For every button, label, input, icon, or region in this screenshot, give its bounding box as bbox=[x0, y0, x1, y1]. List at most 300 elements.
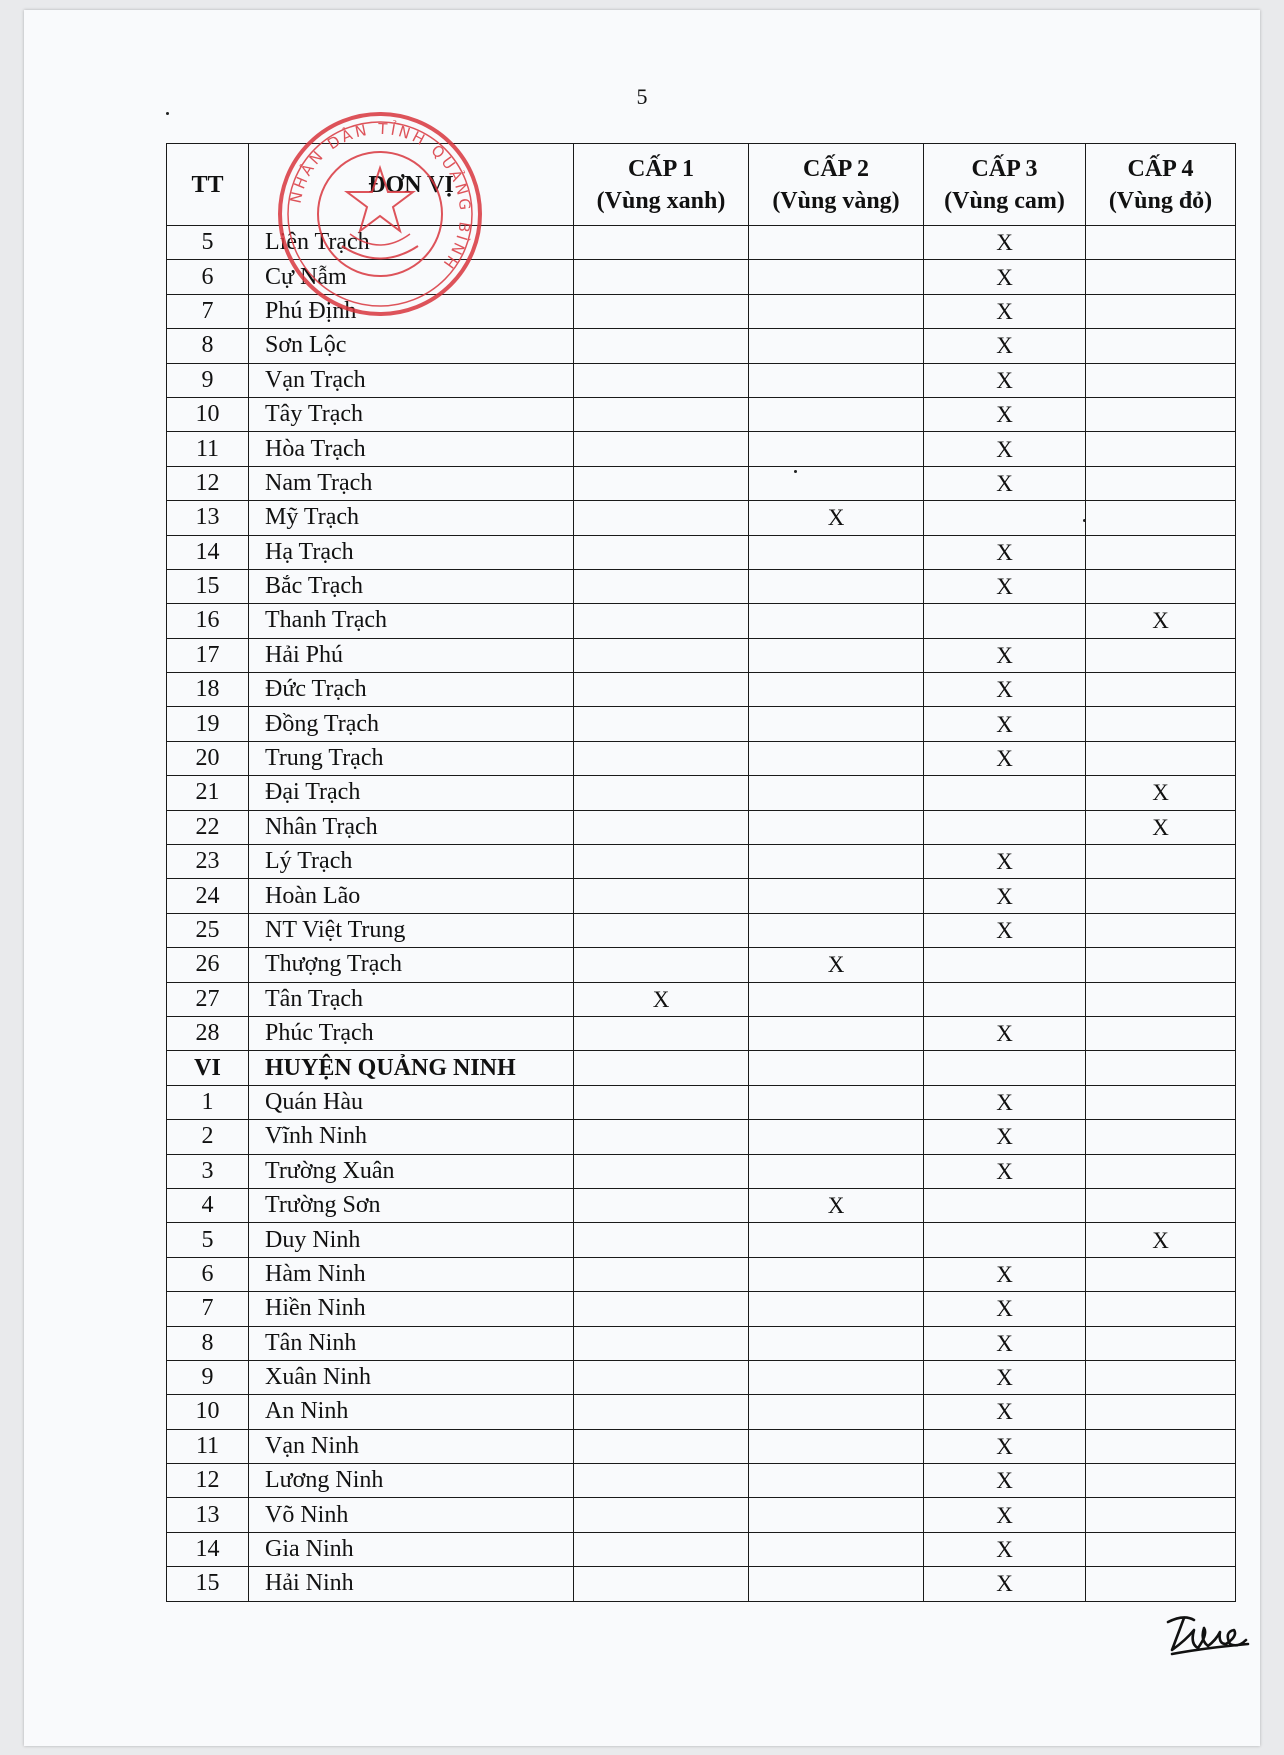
level-4-cell bbox=[1086, 948, 1236, 982]
level-2-cell bbox=[749, 1016, 924, 1050]
document-page bbox=[24, 10, 1260, 1746]
row-number: 12 bbox=[167, 1464, 249, 1498]
level-2-cell bbox=[749, 707, 924, 741]
unit-name: Vạn Ninh bbox=[249, 1429, 574, 1463]
level-2-cell bbox=[749, 294, 924, 328]
level-2-cell bbox=[749, 1188, 924, 1222]
level-1-cell bbox=[574, 1016, 749, 1050]
level-1-cell bbox=[574, 1120, 749, 1154]
row-number: 23 bbox=[167, 845, 249, 879]
level-mark: X bbox=[996, 642, 1013, 668]
table-row bbox=[167, 741, 1236, 775]
level-1-cell bbox=[574, 1292, 749, 1326]
unit-name: Đồng Trạch bbox=[249, 707, 574, 741]
table-row bbox=[167, 1395, 1236, 1429]
level-4-cell bbox=[1086, 1532, 1236, 1566]
table-row bbox=[167, 1567, 1236, 1601]
scan-speck bbox=[1083, 519, 1086, 522]
level-4-cell bbox=[1086, 1016, 1236, 1050]
level-mark: X bbox=[996, 1124, 1013, 1150]
level-1-cell bbox=[574, 1532, 749, 1566]
level-3-cell bbox=[924, 982, 1086, 1016]
level-1-cell bbox=[574, 1188, 749, 1222]
level-2-cell bbox=[749, 1464, 924, 1498]
unit-name: Duy Ninh bbox=[249, 1223, 574, 1257]
level-2-cell bbox=[749, 329, 924, 363]
level-2-cell bbox=[749, 1120, 924, 1154]
level-1-cell bbox=[574, 226, 749, 260]
unit-name: Lý Trạch bbox=[249, 845, 574, 879]
level-3-cell bbox=[924, 1051, 1086, 1085]
page-number: 5 bbox=[636, 84, 648, 109]
level-3-cell bbox=[924, 673, 1086, 707]
level-3-cell bbox=[924, 707, 1086, 741]
row-number: 5 bbox=[167, 1223, 249, 1257]
level-1-cell bbox=[574, 604, 749, 638]
table-row bbox=[167, 569, 1236, 603]
level-mark: X bbox=[996, 298, 1013, 324]
level-mark: X bbox=[996, 711, 1013, 737]
level-3-cell bbox=[924, 569, 1086, 603]
level-2-cell bbox=[749, 741, 924, 775]
level-2-cell bbox=[749, 810, 924, 844]
level-2-cell bbox=[749, 1223, 924, 1257]
row-number: 25 bbox=[167, 913, 249, 947]
level-3-cell bbox=[924, 879, 1086, 913]
table-row bbox=[167, 879, 1236, 913]
level-mark: X bbox=[827, 952, 845, 978]
level-1-cell bbox=[574, 707, 749, 741]
unit-name: Tân Trạch bbox=[249, 982, 574, 1016]
level-4-cell bbox=[1086, 1120, 1236, 1154]
level-3-cell bbox=[924, 948, 1086, 982]
table-row bbox=[167, 329, 1236, 363]
level-4-cell bbox=[1086, 982, 1236, 1016]
row-number: 9 bbox=[167, 363, 249, 397]
level-2-cell bbox=[749, 260, 924, 294]
level-3-cell bbox=[924, 1395, 1086, 1429]
level-mark: X bbox=[1152, 814, 1169, 840]
level-4-cell bbox=[1086, 1498, 1236, 1532]
level-4-cell bbox=[1086, 673, 1236, 707]
level-mark: X bbox=[996, 883, 1013, 909]
table-row bbox=[167, 535, 1236, 569]
unit-name: An Ninh bbox=[249, 1395, 574, 1429]
level-3-cell bbox=[924, 845, 1086, 879]
level-4-cell bbox=[1086, 1223, 1236, 1257]
level-1-cell bbox=[574, 845, 749, 879]
level-3-cell bbox=[924, 1498, 1086, 1532]
unit-name: Trung Trạch bbox=[249, 741, 574, 775]
level-1-cell bbox=[574, 363, 749, 397]
level-2-cell bbox=[749, 432, 924, 466]
level-3-cell bbox=[924, 638, 1086, 672]
table-row bbox=[167, 1016, 1236, 1050]
table-body bbox=[167, 226, 1236, 1602]
level-4-cell bbox=[1086, 1429, 1236, 1463]
level-4-cell bbox=[1086, 569, 1236, 603]
level-4-cell bbox=[1086, 1567, 1236, 1601]
table-row bbox=[167, 638, 1236, 672]
level-mark: X bbox=[652, 986, 670, 1012]
level-4-cell bbox=[1086, 604, 1236, 638]
level-mark: X bbox=[996, 918, 1013, 943]
unit-name: Phú Định bbox=[249, 294, 574, 328]
scan-speck bbox=[166, 112, 169, 115]
level-1-cell bbox=[574, 1464, 749, 1498]
unit-name: Xuân Ninh bbox=[249, 1360, 574, 1394]
level-2-cell bbox=[749, 1360, 924, 1394]
level-1-cell bbox=[574, 1154, 749, 1188]
level-3-cell bbox=[924, 432, 1086, 466]
level-mark: X bbox=[996, 1571, 1013, 1597]
level-mark: X bbox=[996, 1158, 1013, 1184]
row-number: 17 bbox=[167, 638, 249, 672]
unit-name: Vạn Trạch bbox=[249, 363, 574, 397]
level-mark: X bbox=[1152, 780, 1169, 806]
scan-speck bbox=[794, 470, 797, 473]
level-1-cell bbox=[574, 432, 749, 466]
row-number: 26 bbox=[167, 948, 249, 982]
level-mark: X bbox=[996, 230, 1013, 256]
level-4-cell bbox=[1086, 329, 1236, 363]
level-2-cell bbox=[749, 1257, 924, 1291]
level-1-cell bbox=[574, 776, 749, 810]
level-4-cell bbox=[1086, 294, 1236, 328]
header-level-2: CẤP 2 (Vùng vàng) bbox=[749, 144, 924, 226]
row-number: 15 bbox=[167, 569, 249, 603]
section-row bbox=[167, 1051, 1236, 1085]
level-mark: X bbox=[996, 264, 1013, 290]
signature bbox=[1164, 1610, 1250, 1658]
level-3-cell bbox=[924, 1016, 1086, 1050]
level-mark: X bbox=[996, 1399, 1013, 1425]
level-mark: X bbox=[996, 677, 1013, 703]
row-number: 24 bbox=[167, 879, 249, 913]
table-row bbox=[167, 913, 1236, 947]
table-row bbox=[167, 397, 1236, 431]
level-table bbox=[166, 143, 1236, 1602]
row-number: 11 bbox=[167, 432, 249, 466]
unit-name: Phúc Trạch bbox=[249, 1016, 574, 1050]
unit-name: Gia Ninh bbox=[249, 1532, 574, 1566]
unit-name: Hạ Trạch bbox=[249, 535, 574, 569]
table-row bbox=[167, 501, 1236, 535]
level-4-cell bbox=[1086, 397, 1236, 431]
level-3-cell bbox=[924, 1464, 1086, 1498]
row-number: 2 bbox=[167, 1120, 249, 1154]
level-mark: X bbox=[996, 1502, 1013, 1528]
level-mark: X bbox=[1152, 608, 1169, 634]
level-mark: X bbox=[996, 849, 1013, 875]
level-3-cell bbox=[924, 1532, 1086, 1566]
unit-name: Tân Ninh bbox=[249, 1326, 574, 1360]
level-1-cell bbox=[574, 501, 749, 535]
level-1-cell bbox=[574, 948, 749, 982]
level-1-cell bbox=[574, 982, 749, 1016]
level-2-cell bbox=[749, 397, 924, 431]
table-row bbox=[167, 845, 1236, 879]
table-row bbox=[167, 466, 1236, 500]
level-1-cell bbox=[574, 1257, 749, 1291]
level-mark: X bbox=[996, 333, 1013, 359]
unit-name: NT Việt Trung bbox=[249, 913, 574, 947]
level-3-cell bbox=[924, 363, 1086, 397]
table-row bbox=[167, 1120, 1236, 1154]
level-1-cell bbox=[574, 294, 749, 328]
row-number: 16 bbox=[167, 604, 249, 638]
header-unit: ĐƠN VỊ bbox=[249, 144, 574, 226]
unit-name: Mỹ Trạch bbox=[249, 501, 574, 535]
level-4-cell bbox=[1086, 845, 1236, 879]
level-1-cell bbox=[574, 741, 749, 775]
level-3-cell bbox=[924, 501, 1086, 535]
table-row bbox=[167, 1257, 1236, 1291]
unit-name: Hiền Ninh bbox=[249, 1292, 574, 1326]
level-1-cell bbox=[574, 260, 749, 294]
level-mark: X bbox=[996, 1537, 1013, 1563]
header-level-4: CẤP 4 (Vùng đỏ) bbox=[1086, 144, 1236, 226]
table-row bbox=[167, 982, 1236, 1016]
seal-text: NHÂN DÂN TỈNH QUẢNG BÌNH bbox=[286, 119, 475, 275]
unit-name: Hải Phú bbox=[249, 638, 574, 672]
level-3-cell bbox=[924, 810, 1086, 844]
level-1-cell bbox=[574, 1223, 749, 1257]
row-number: 10 bbox=[167, 1395, 249, 1429]
level-3-cell bbox=[924, 1188, 1086, 1222]
table-row bbox=[167, 1532, 1236, 1566]
level-1-cell bbox=[574, 535, 749, 569]
table-row bbox=[167, 1326, 1236, 1360]
row-number: 11 bbox=[167, 1429, 249, 1463]
row-number: 12 bbox=[167, 466, 249, 500]
row-number: 13 bbox=[167, 501, 249, 535]
header-tt: TT bbox=[167, 144, 249, 226]
level-4-cell bbox=[1086, 741, 1236, 775]
unit-name: Đức Trạch bbox=[249, 673, 574, 707]
unit-name: Nhân Trạch bbox=[249, 810, 574, 844]
level-3-cell bbox=[924, 913, 1086, 947]
level-1-cell bbox=[574, 1498, 749, 1532]
level-mark: X bbox=[996, 436, 1013, 462]
table-row bbox=[167, 1360, 1236, 1394]
row-number: 28 bbox=[167, 1016, 249, 1050]
unit-name: Trường Sơn bbox=[249, 1188, 574, 1222]
table-row bbox=[167, 226, 1236, 260]
level-1-cell bbox=[574, 466, 749, 500]
unit-name: Sơn Lộc bbox=[249, 329, 574, 363]
level-1-cell bbox=[574, 1051, 749, 1085]
row-number: 7 bbox=[167, 1292, 249, 1326]
level-1-cell bbox=[574, 1085, 749, 1119]
level-mark: X bbox=[996, 1296, 1013, 1322]
level-3-cell bbox=[924, 535, 1086, 569]
level-2-cell bbox=[749, 604, 924, 638]
section-title: HUYỆN QUẢNG NINH bbox=[249, 1051, 574, 1085]
table-row bbox=[167, 810, 1236, 844]
table-row bbox=[167, 1188, 1236, 1222]
level-1-cell bbox=[574, 673, 749, 707]
level-3-cell bbox=[924, 1154, 1086, 1188]
level-3-cell bbox=[924, 1085, 1086, 1119]
level-1-cell bbox=[574, 1326, 749, 1360]
level-1-cell bbox=[574, 1567, 749, 1601]
level-2-cell bbox=[749, 638, 924, 672]
unit-name: Trường Xuân bbox=[249, 1154, 574, 1188]
level-2-cell bbox=[749, 776, 924, 810]
level-4-cell bbox=[1086, 776, 1236, 810]
row-number: VI bbox=[167, 1051, 249, 1085]
level-4-cell bbox=[1086, 707, 1236, 741]
level-mark: X bbox=[996, 402, 1013, 428]
level-2-cell bbox=[749, 1326, 924, 1360]
level-2-cell bbox=[749, 948, 924, 982]
level-2-cell bbox=[749, 1395, 924, 1429]
level-3-cell bbox=[924, 1326, 1086, 1360]
level-1-cell bbox=[574, 1429, 749, 1463]
level-4-cell bbox=[1086, 1464, 1236, 1498]
unit-name: Hòa Trạch bbox=[249, 432, 574, 466]
level-2-cell bbox=[749, 226, 924, 260]
level-2-cell bbox=[749, 845, 924, 879]
table-row bbox=[167, 673, 1236, 707]
row-number: 4 bbox=[167, 1188, 249, 1222]
level-1-cell bbox=[574, 913, 749, 947]
level-3-cell bbox=[924, 294, 1086, 328]
table-row bbox=[167, 604, 1236, 638]
row-number: 10 bbox=[167, 397, 249, 431]
row-number: 14 bbox=[167, 535, 249, 569]
level-mark: X bbox=[996, 1330, 1013, 1356]
level-mark: X bbox=[996, 1468, 1013, 1494]
level-3-cell bbox=[924, 1567, 1086, 1601]
level-mark: X bbox=[996, 470, 1013, 496]
level-4-cell bbox=[1086, 260, 1236, 294]
row-number: 19 bbox=[167, 707, 249, 741]
table-row bbox=[167, 1429, 1236, 1463]
level-3-cell bbox=[924, 466, 1086, 500]
level-4-cell bbox=[1086, 1051, 1236, 1085]
level-mark: X bbox=[996, 1365, 1013, 1391]
level-2-cell bbox=[749, 1051, 924, 1085]
level-4-cell bbox=[1086, 535, 1236, 569]
row-number: 5 bbox=[167, 226, 249, 260]
level-mark: X bbox=[996, 1021, 1013, 1047]
level-3-cell bbox=[924, 260, 1086, 294]
level-mark: X bbox=[1152, 1227, 1169, 1253]
level-mark: X bbox=[996, 574, 1013, 600]
level-4-cell bbox=[1086, 1360, 1236, 1394]
table-row bbox=[167, 948, 1236, 982]
level-mark: X bbox=[996, 539, 1013, 565]
unit-name: Thượng Trạch bbox=[249, 948, 574, 982]
row-number: 6 bbox=[167, 1257, 249, 1291]
level-4-cell bbox=[1086, 1085, 1236, 1119]
level-3-cell bbox=[924, 1257, 1086, 1291]
level-3-cell bbox=[924, 226, 1086, 260]
row-number: 20 bbox=[167, 741, 249, 775]
level-4-cell bbox=[1086, 1326, 1236, 1360]
level-4-cell bbox=[1086, 1395, 1236, 1429]
level-mark: X bbox=[827, 1193, 845, 1219]
row-number: 8 bbox=[167, 1326, 249, 1360]
level-4-cell bbox=[1086, 226, 1236, 260]
unit-name: Quán Hàu bbox=[249, 1085, 574, 1119]
row-number: 1 bbox=[167, 1085, 249, 1119]
level-2-cell bbox=[749, 913, 924, 947]
table-row bbox=[167, 707, 1236, 741]
level-4-cell bbox=[1086, 363, 1236, 397]
level-4-cell bbox=[1086, 810, 1236, 844]
level-2-cell bbox=[749, 982, 924, 1016]
row-number: 6 bbox=[167, 260, 249, 294]
table-row bbox=[167, 1498, 1236, 1532]
level-mark: X bbox=[996, 1261, 1013, 1287]
level-1-cell bbox=[574, 1395, 749, 1429]
unit-name: Hàm Ninh bbox=[249, 1257, 574, 1291]
level-3-cell bbox=[924, 604, 1086, 638]
level-2-cell bbox=[749, 879, 924, 913]
level-mark: X bbox=[996, 1433, 1013, 1459]
level-2-cell bbox=[749, 363, 924, 397]
row-number: 15 bbox=[167, 1567, 249, 1601]
row-number: 14 bbox=[167, 1532, 249, 1566]
table-row bbox=[167, 1223, 1236, 1257]
row-number: 27 bbox=[167, 982, 249, 1016]
unit-name: Nam Trạch bbox=[249, 466, 574, 500]
level-4-cell bbox=[1086, 1154, 1236, 1188]
level-3-cell bbox=[924, 1360, 1086, 1394]
level-4-cell bbox=[1086, 1257, 1236, 1291]
row-number: 21 bbox=[167, 776, 249, 810]
unit-name: Liên Trạch bbox=[249, 226, 574, 260]
level-4-cell bbox=[1086, 638, 1236, 672]
level-mark: X bbox=[996, 367, 1013, 393]
level-4-cell bbox=[1086, 879, 1236, 913]
level-2-cell bbox=[749, 1567, 924, 1601]
unit-name: Hoàn Lão bbox=[249, 879, 574, 913]
table-row bbox=[167, 776, 1236, 810]
table-row bbox=[167, 1292, 1236, 1326]
row-number: 3 bbox=[167, 1154, 249, 1188]
table-row bbox=[167, 260, 1236, 294]
level-mark: X bbox=[827, 505, 845, 531]
level-2-cell bbox=[749, 535, 924, 569]
row-number: 13 bbox=[167, 1498, 249, 1532]
table-row bbox=[167, 363, 1236, 397]
row-number: 9 bbox=[167, 1360, 249, 1394]
level-1-cell bbox=[574, 1360, 749, 1394]
table-row bbox=[167, 432, 1236, 466]
level-1-cell bbox=[574, 397, 749, 431]
level-2-cell bbox=[749, 673, 924, 707]
row-number: 18 bbox=[167, 673, 249, 707]
level-4-cell bbox=[1086, 1292, 1236, 1326]
level-4-cell bbox=[1086, 466, 1236, 500]
level-1-cell bbox=[574, 810, 749, 844]
level-3-cell bbox=[924, 1120, 1086, 1154]
level-2-cell bbox=[749, 1429, 924, 1463]
level-3-cell bbox=[924, 397, 1086, 431]
level-3-cell bbox=[924, 329, 1086, 363]
level-4-cell bbox=[1086, 501, 1236, 535]
unit-name: Bắc Trạch bbox=[249, 569, 574, 603]
unit-name: Cự Nẫm bbox=[249, 260, 574, 294]
header-level-3: CẤP 3 (Vùng cam) bbox=[924, 144, 1086, 226]
row-number: 22 bbox=[167, 810, 249, 844]
table-row bbox=[167, 1464, 1236, 1498]
unit-name: Hải Ninh bbox=[249, 1567, 574, 1601]
